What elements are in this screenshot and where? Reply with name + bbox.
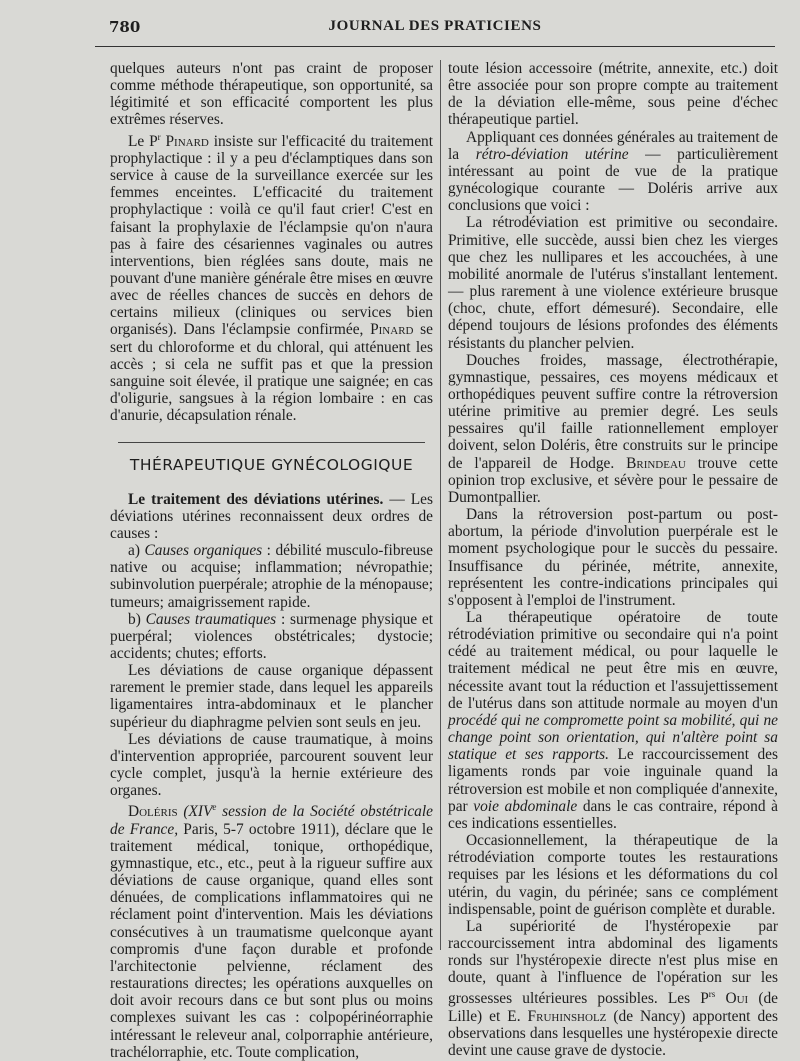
- paragraph: Appliquant ces données générales au traitement de la rétro-déviation utérine — particulièrement intéressant au point de vue de la pratique gynécologique courante — Doléris arrive aux conclusions que voici :: [448, 128, 778, 215]
- right-column: [448, 60, 778, 1059]
- paragraph: Douches froides, massage, électrothérapie, gymnastique, pessaires, ces moyens médicaux et orthopédiques peuvent suffire contre la rétroversion utérine primitive au premier degré. Les seuls pessaires qu'il faille rationnellement employer doivent, selon Doléris, être construits sur le principe de l'appareil de Hodge. Brindeau trouve cette opinion trop exclusive, et sévère pour le pessaire de Dumontpallier.: [448, 351, 778, 506]
- section-rule: [118, 442, 425, 443]
- paragraph: quelques auteurs n'ont pas craint de proposer comme méthode thérapeutique, son opportunité, sa légitimité et son efficacité comportent les plus extrêmes réserves.: [110, 60, 433, 129]
- paragraph: Le traitement des déviations utérines. — Les déviations utérines reconnaissent deux ordres de causes :: [110, 490, 433, 542]
- author-name: Doléris: [128, 803, 178, 821]
- left-column: [110, 60, 433, 1061]
- paragraph: toute lésion accessoire (métrite, annexite, etc.) doit être associée pour son propre compte au traitement de la déviation elle-même, sous peine d'échec thérapeutique partiel.: [448, 60, 778, 129]
- paragraph: Les déviations de cause traumatique, à moins d'intervention appropriée, parcourent souvent leur cycle complet, jusqu'à la hernie extérieure des organes.: [110, 730, 433, 800]
- paragraph: Dans la rétroversion post-partum ou post-abortum, la période d'involution puerpérale est le moment psychologique pour le succès du pessaire. Insuffisance du périnée, métrite, annexite, représentent les contre-indications principales qui s'opposent à l'emploi de l'instrument.: [448, 506, 778, 609]
- paragraph: Occasionnellement, la thérapeutique de la rétrodéviation comporte toutes les restaurations requises par les lésions et les déformations du col utérin, du vagin, du périnée; sans ce complément indispensable, point de guérison complète et durable.: [448, 832, 778, 918]
- paragraph: La rétrodéviation est primitive ou secondaire. Primitive, elle succède, aussi bien chez les vierges que chez les nullipares et les accouchées, à une mobilité anormale de l'utérus s'installant lentement. — plus rarement à une violence extérieure brusque (choc, chute, effort démesuré). Secondaire, elle dépend toujours de lésions profondes des éléments résistants du plancher pelvien.: [448, 214, 778, 352]
- paragraph: Les déviations de cause organique dépassent rarement le premier stade, dans lequel les appareils ligamentaires intra-abdominaux et le plancher supérieur du diaphragme pelvien sont seuls en jeu.: [110, 662, 433, 731]
- paragraph: a) Causes organiques : débilité musculo-fibreuse native ou acquise; inflammation; névropathie; subinvolution puerpérale; atrophie de la ménopause; tumeurs; amaigrissement rapide.: [110, 542, 433, 611]
- paragraph: Doléris (XIVe session de la Société obstétricale de France, Paris, 5-7 octobre 1911), déclare que le traitement médical, tonique, orthopédique, gymnastique, etc., etc., peut à la rigueur suffire aux déviations de cause organique, quand elles sont dénuées, de complications inflammatoires qui ne réclament point d'intervention. Mais les déviations consécutives à un traumatisme quelconque ayant compromis d'une façon durable et profonde l'architectonie pelvienne, réclament des restaurations directes; les opérations auxquelles on doit avoir recours dans ce but sont plus ou moins complexes suivant les cas : colpopérinéorraphie intéressant le releveur anal, colporraphie antérieure, trachélorraphie, etc. Toute complication,: [110, 802, 433, 1061]
- page-number: 780: [109, 18, 141, 36]
- article-title: Le traitement des déviations utérines.: [128, 490, 384, 508]
- section-title: THÉRAPEUTIQUE GYNÉCOLOGIQUE: [129, 456, 414, 475]
- section-heading: [110, 442, 433, 474]
- author-name: Pinard: [370, 321, 414, 339]
- column-rule: [440, 60, 441, 950]
- paragraph: Le $P^r$ Pinard insiste sur l'efficacité du traitement prophylactique : il y a peu d'éclamptiques dans son service à cause de la surveillance exercée sur les femmes enceintes. L'efficacité du traitement prophylactique : voilà ce qu'il faut crier! C'est en faisant la prophylaxie de l'éclampsie qu'on n'aura pas à faire des césariennes vaginales ou autres interventions, bien réglées sans doute, mais ne pouvant d'une manière générale être mises en œuvre avec de réelles chances de succès en dehors de certains milieux (cliniques ou services bien organisés). Dans l'éclampsie confirmée, Pinard se sert du chloroforme et du chloral, qui atténuent les accès ; si cela ne suffit pas et que la pression sanguine soit élevée, il pratique une saignée; en cas d'oligurie, sangsues à la région lombaire : en cas d'anurie, décapsulation rénale.: [110, 131, 434, 425]
- journal-title: JOURNAL DES PRATICIENS: [328, 18, 542, 34]
- author-name: Oui: [725, 990, 749, 1008]
- page-header: [95, 14, 775, 42]
- paragraph: b) Causes traumatiques : surmenage physique et puerpéral; violences obstétricales; dystocie; accidents; chutes; efforts.: [110, 610, 434, 662]
- header-rule: [95, 46, 775, 47]
- author-name: Fruhinsholz: [527, 1007, 607, 1025]
- paragraph: La supériorité de l'hystéropexie par raccourcissement intra abdominal des ligaments ronds sur l'hystéropexie directe n'est plus mise en doute, quant à l'influence de l'opération sur les grossesses ultérieures possibles. Les $P^{rs}$ Oui (de Lille) et E. Fruhinsholz (de Nancy) apportent des observations dans lesquelles une hystéropexie directe devint une cause grave de dystocie.: [448, 917, 778, 1060]
- author-name: Pinard: [165, 132, 209, 150]
- paragraph: La thérapeutique opératoire de toute rétrodéviation primitive ou secondaire qui n'a point cédé au traitement médical, ou pour laquelle le traitement médical ne peut être mis en œuvre, nécessite avant tout la réduction et l'assujettissement de l'utérus dans son attitude normale au moyen d'un procédé qui ne compromette point sa mobilité, qui ne change point son orientation, qui n'altère point sa statique et ses rapports. Le raccourcissement des ligaments ronds par voie inguinale quand la rétroversion est mobile et non compliquée d'annexite, par voie abdominale dans le cas contraire, répond à ces indications essentielles.: [448, 609, 779, 832]
- author-name: Brindeau: [626, 454, 686, 472]
